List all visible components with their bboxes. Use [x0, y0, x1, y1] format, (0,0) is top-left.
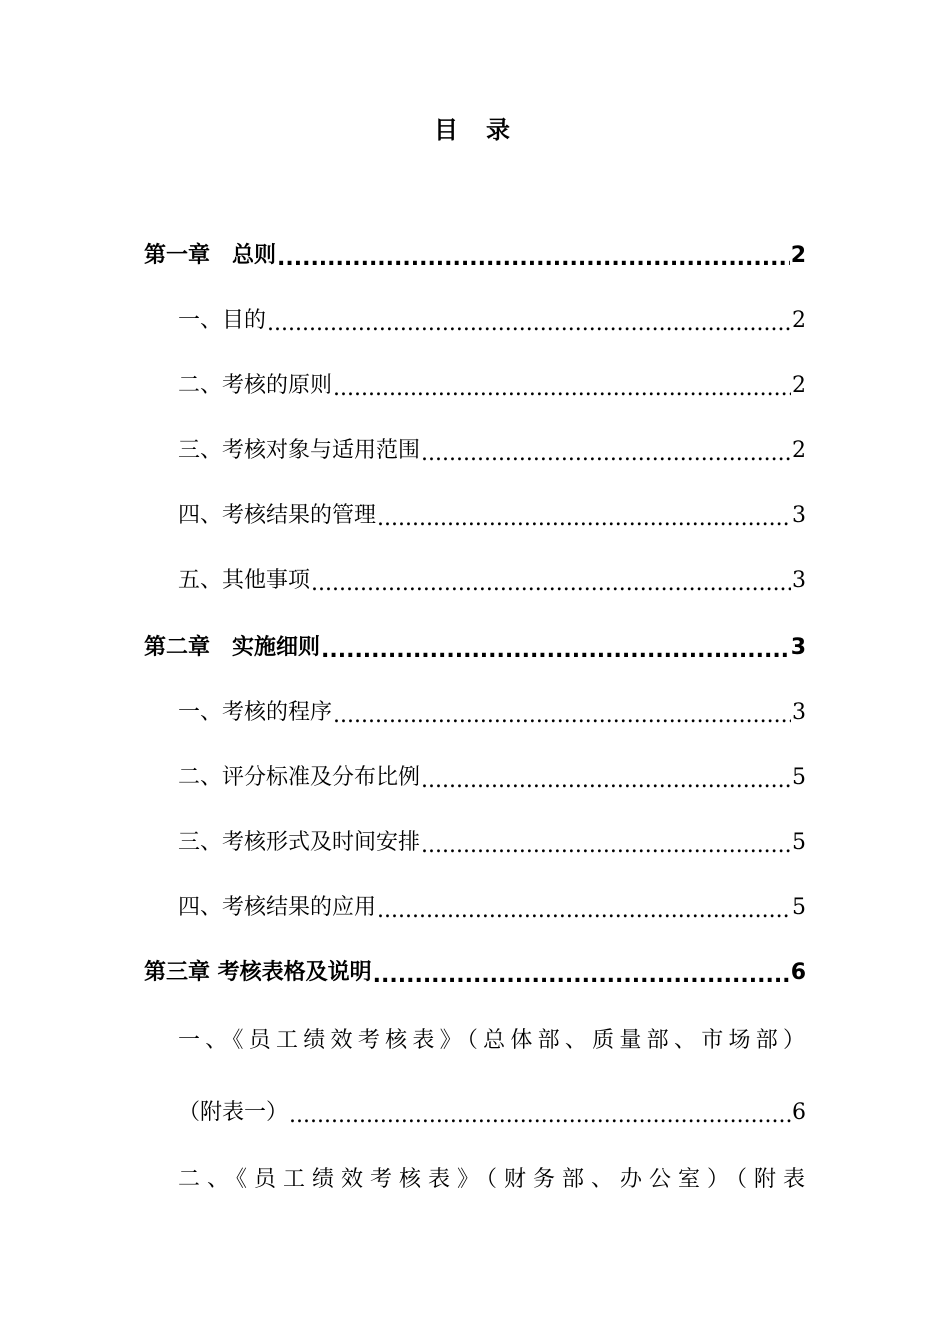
title-char-1: 目 [434, 116, 464, 144]
dot-leader [267, 311, 791, 337]
toc-section-1-1[interactable] [178, 305, 806, 337]
toc-chapter-2[interactable] [144, 632, 806, 664]
page-title [0, 110, 950, 145]
toc-section-1-4[interactable] [178, 500, 806, 532]
dot-leader [421, 833, 791, 859]
dot-leader [377, 506, 791, 532]
dot-leader [277, 246, 790, 272]
title-char-2: 录 [486, 116, 516, 144]
toc-page-number: 6 [790, 960, 806, 985]
toc-section-1-3[interactable] [178, 435, 806, 467]
dot-leader [377, 898, 791, 924]
toc-entry-label: 第三章 考核表格及说明 [144, 960, 372, 985]
toc-entry-label: 第一章 总则 [144, 243, 277, 268]
toc-page-number: 3 [792, 700, 806, 725]
toc-page-number: 2 [792, 373, 806, 398]
dot-leader [321, 638, 790, 664]
dot-leader [289, 1103, 791, 1129]
toc-entry-label: 二、考核的原则 [178, 373, 333, 398]
toc-appendix-1-line-2[interactable] [178, 1097, 806, 1129]
toc-section-1-5[interactable] [178, 565, 806, 597]
toc-entry-label: 五、其他事项 [178, 568, 311, 593]
toc-entry-label: 三、考核对象与适用范围 [178, 438, 421, 463]
toc-page-number: 5 [792, 895, 806, 920]
toc-entry-label: 三、考核形式及时间安排 [178, 830, 421, 855]
dot-leader [421, 441, 791, 467]
toc-page-number: 2 [792, 438, 806, 463]
toc-appendix-2-line-1[interactable]: 二、《员工绩效考核表》（财务部、办公室）（附表 [178, 1167, 806, 1192]
toc-entry-label: 四、考核结果的应用 [178, 895, 377, 920]
toc-section-1-2[interactable] [178, 370, 806, 402]
dot-leader [311, 571, 791, 597]
toc-page-number: 5 [792, 830, 806, 855]
dot-leader [373, 963, 790, 989]
toc-page-number: 2 [792, 308, 806, 333]
toc-page-number: 3 [792, 568, 806, 593]
toc-entry-label: 二、评分标准及分布比例 [178, 765, 421, 790]
toc-page-number: 6 [792, 1100, 806, 1125]
toc-entry-label: （附表一） [178, 1100, 289, 1125]
toc-page-number: 3 [792, 503, 806, 528]
toc-page-number: 2 [790, 243, 806, 268]
toc-chapter-3[interactable] [144, 957, 806, 989]
toc-entry-label: 一、目的 [178, 308, 267, 333]
toc-entry-label: 一、考核的程序 [178, 700, 333, 725]
dot-leader [333, 376, 791, 402]
toc-appendix-1-line-1[interactable]: 一、《员工绩效考核表》（总体部、质量部、市场部） [178, 1028, 806, 1053]
dot-leader [421, 768, 791, 794]
toc-section-2-4[interactable] [178, 892, 806, 924]
toc-entry-label: 四、考核结果的管理 [178, 503, 377, 528]
toc-section-2-2[interactable] [178, 762, 806, 794]
toc-page-number: 5 [792, 765, 806, 790]
toc-chapter-1[interactable] [144, 240, 806, 272]
toc-page-number: 3 [790, 635, 806, 660]
dot-leader [333, 703, 791, 729]
toc-entry-label: 第二章 实施细则 [144, 635, 321, 660]
toc-section-2-3[interactable] [178, 827, 806, 859]
toc-section-2-1[interactable] [178, 697, 806, 729]
